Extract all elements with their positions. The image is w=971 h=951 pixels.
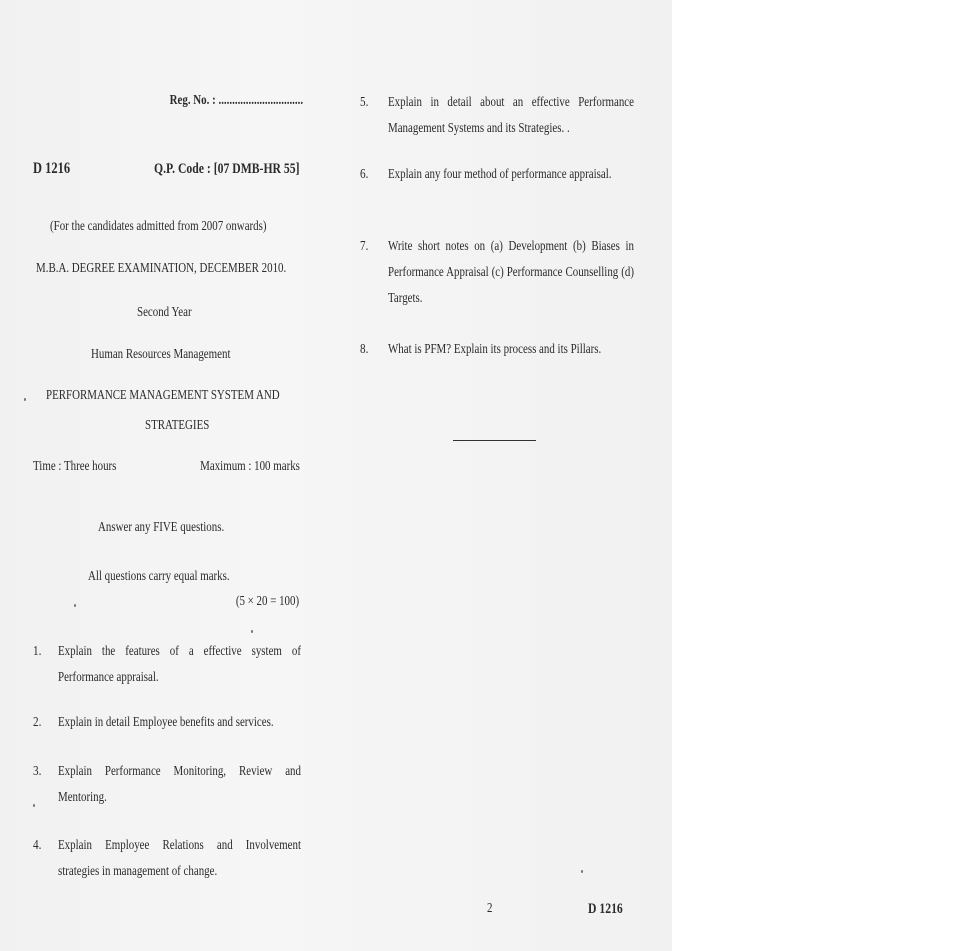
candidates-note: (For the candidates admitted from 2007 onwards) — [50, 219, 267, 234]
time-label: Time : Three hours — [33, 459, 117, 474]
question-2 — [33, 710, 301, 736]
question-3 — [33, 759, 301, 811]
question-text: Explain the features of a effective system of Performance appraisal. — [58, 644, 301, 685]
question-number: 5. — [360, 95, 369, 110]
question-7 — [360, 234, 634, 312]
year-label: Second Year — [137, 305, 192, 320]
paper-code: D 1216 — [33, 160, 71, 177]
footer-paper-code: D 1216 — [588, 901, 623, 917]
question-number: 6. — [360, 167, 369, 182]
scan-speck — [581, 870, 583, 873]
scan-speck — [24, 398, 26, 401]
question-number: 8. — [360, 342, 369, 357]
question-number: 2. — [33, 715, 42, 730]
page-number: 2 — [487, 901, 493, 916]
question-number: 7. — [360, 239, 369, 254]
question-text: Explain any four method of performance appraisal. — [388, 167, 612, 182]
question-8 — [360, 337, 634, 363]
marks-formula: (5 × 20 = 100) — [235, 594, 299, 609]
qp-code: Q.P. Code : [07 DMB-HR 55] — [154, 161, 300, 177]
question-6 — [360, 162, 634, 214]
scan-speck — [251, 630, 253, 633]
scan-speck — [33, 804, 35, 807]
question-text: Explain Employee Relations and Involvement strategies in management of change. — [58, 838, 301, 879]
answer-instruction: Answer any FIVE questions. — [98, 520, 225, 535]
max-marks-label: Maximum : 100 marks — [200, 459, 300, 474]
question-number: 1. — [33, 644, 42, 659]
question-1 — [33, 639, 301, 691]
subject-title-line1: PERFORMANCE MANAGEMENT SYSTEM AND — [46, 388, 280, 403]
question-number: 3. — [33, 764, 42, 779]
question-4 — [33, 833, 301, 885]
end-of-paper-rule — [453, 440, 536, 441]
discipline-label: Human Resources Management — [91, 347, 231, 362]
question-text: Explain Performance Monitoring, Review and Mentoring. — [58, 764, 301, 805]
question-text: Explain in detail Employee benefits and services. — [58, 715, 274, 730]
subject-title-line2: STRATEGIES — [145, 418, 210, 433]
question-text: Write short notes on (a) Development (b) Biases in Performance Appraisal (c) Performance Counselling (d) Targets. — [388, 239, 634, 306]
question-text: Explain in detail about an effective Performance Management Systems and its Strategies. . — [388, 95, 634, 136]
page-margin — [672, 0, 971, 951]
scan-speck — [74, 604, 76, 607]
question-text: What is PFM? Explain its process and its Pillars. — [388, 342, 602, 357]
question-number: 4. — [33, 838, 42, 853]
marks-note: All questions carry equal marks. — [88, 569, 230, 584]
exam-title: M.B.A. DEGREE EXAMINATION, DECEMBER 2010. — [36, 261, 287, 276]
reg-no-label: Reg. No. : ............................... — [169, 93, 303, 108]
question-5 — [360, 90, 634, 142]
